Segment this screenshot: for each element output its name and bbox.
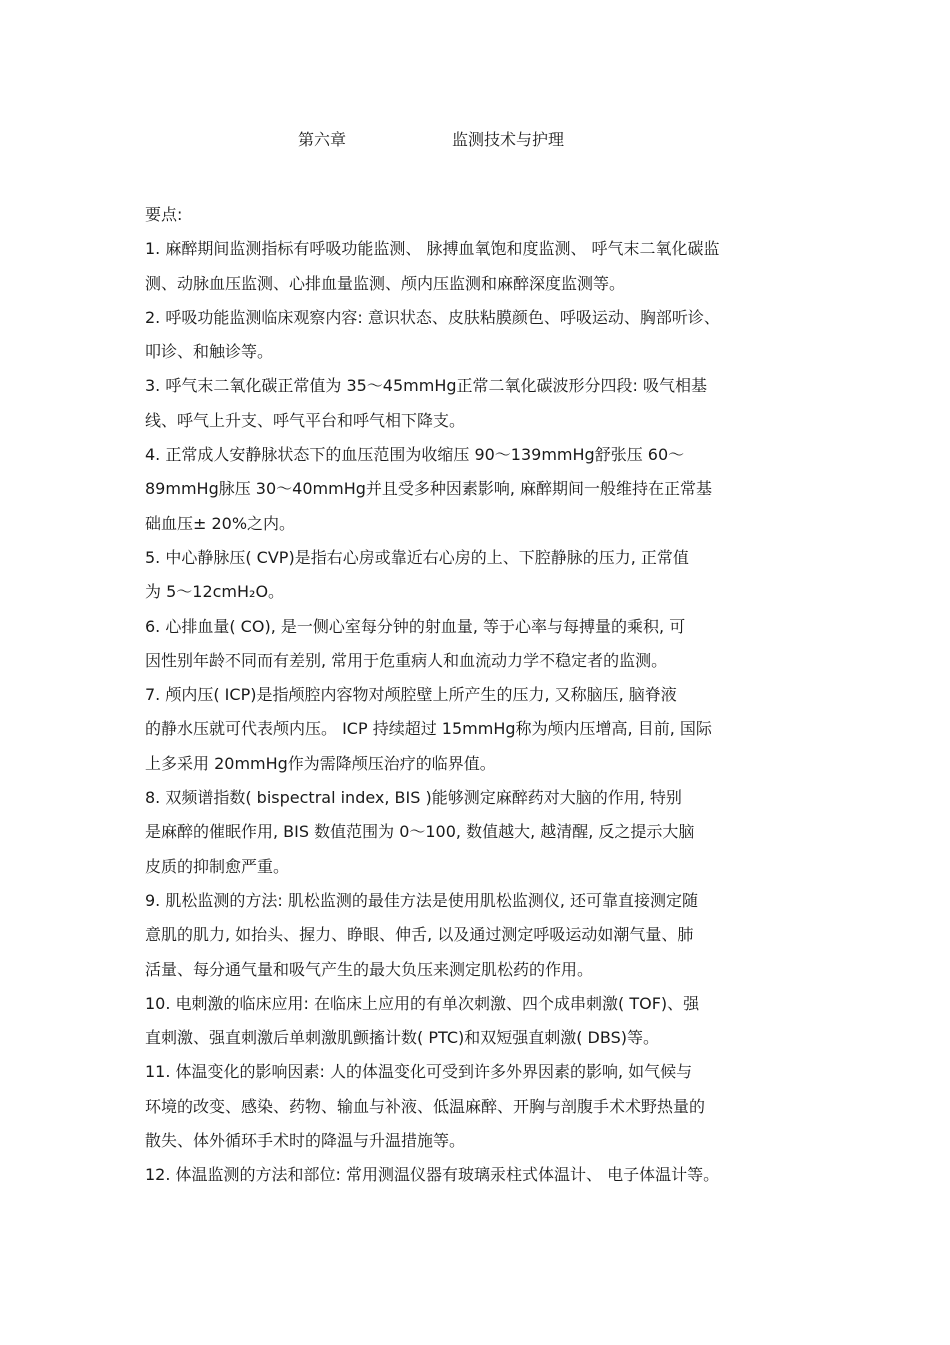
text-line: 8. 双频谱指数( bispectral index, BIS )能够测定麻醉药对大脑的作用, 特别 [145,788,682,808]
text-line: 直刺激、强直刺激后单刺激肌颤搐计数( PTC)和双短强直刺激( DBS)等。 [145,1028,659,1048]
text-line: 2. 呼吸功能监测临床观察内容: 意识状态、皮肤粘膜颜色、呼吸运动、胸部听诊、 [145,307,720,327]
text-line: 散失、体外循环手术时的降温与升温措施等。 [145,1131,466,1151]
text-line: 4. 正常成人安静脉状态下的血压范围为收缩压 90～139mmHg舒张压 60～ [145,445,685,465]
text-line: 3. 呼气末二氧化碳正常值为 35～45mmHg正常二氧化碳波形分四段: 吸气相基 [145,376,707,396]
text-line: 础血压± 20%之内。 [145,513,296,533]
text-line: 5. 中心静脉压( CVP)是指右心房或靠近右心房的上、下腔静脉的压力, 正常值 [145,547,689,567]
chapter-title [0,127,950,151]
chapter-number: 第六章 [298,130,347,149]
text-line: 测、动脉血压监测、心排血量监测、颅内压监测和麻醉深度监测等。 [145,273,626,293]
text-line: 叩诊、和触诊等。 [145,342,274,362]
text-line: 9. 肌松监测的方法: 肌松监测的最佳方法是使用肌松监测仪, 还可靠直接测定随 [145,890,699,910]
text-line: 因性别年龄不同而有差别, 常用于危重病人和血流动力学不稳定者的监测。 [145,650,668,670]
text-line: 活量、每分通气量和吸气产生的最大负压来测定肌松药的作用。 [145,959,594,979]
text-line: 上多采用 20mmHg作为需降颅压治疗的临界值。 [145,753,496,773]
text-line: 是麻醉的催眠作用, BIS 数值范围为 0～100, 数值越大, 越清醒, 反之提示大脑 [145,822,695,842]
text-line: 要点: [145,205,183,224]
document-body [145,198,810,1193]
text-line: 皮质的抑制愈严重。 [145,856,290,876]
text-line: 89mmHg脉压 30～40mmHg并且受多种因素影响, 麻醉期间一般维持在正常基 [145,479,713,499]
text-line: 7. 颅内压( ICP)是指颅腔内容物对颅腔壁上所产生的压力, 又称脑压, 脑脊液 [145,685,677,705]
text-line: 的静水压就可代表颅内压。 ICP 持续超过 15mmHg称为颅内压增高, 目前, 国际 [145,719,712,739]
text-line: 6. 心排血量( CO), 是一侧心室每分钟的射血量, 等于心率与每搏量的乘积, 可 [145,616,686,636]
text-line: 12. 体温监测的方法和部位: 常用测温仪器有玻璃汞柱式体温计、 电子体温计等。 [145,1165,720,1185]
text-line: 意肌的肌力, 如抬头、握力、睁眼、伸舌, 以及通过测定呼吸运动如潮气量、肺 [145,925,694,945]
text-line: 10. 电刺激的临床应用: 在临床上应用的有单次刺激、四个成串刺激( TOF)、强 [145,993,700,1013]
text-line: 为 5～12cmH₂O。 [145,582,285,602]
text-line: 1. 麻醉期间监测指标有呼吸功能监测、 脉搏血氧饱和度监测、 呼气末二氧化碳监 [145,239,720,259]
text-line: 线、呼气上升支、呼气平台和呼气相下降支。 [145,410,466,430]
text-line: 环境的改变、感染、药物、输血与补液、低温麻醉、开胸与剖腹手术术野热量的 [145,1096,706,1116]
text-line: 11. 体温变化的影响因素: 人的体温变化可受到许多外界因素的影响, 如气候与 [145,1062,693,1082]
chapter-subject: 监测技术与护理 [452,130,565,149]
